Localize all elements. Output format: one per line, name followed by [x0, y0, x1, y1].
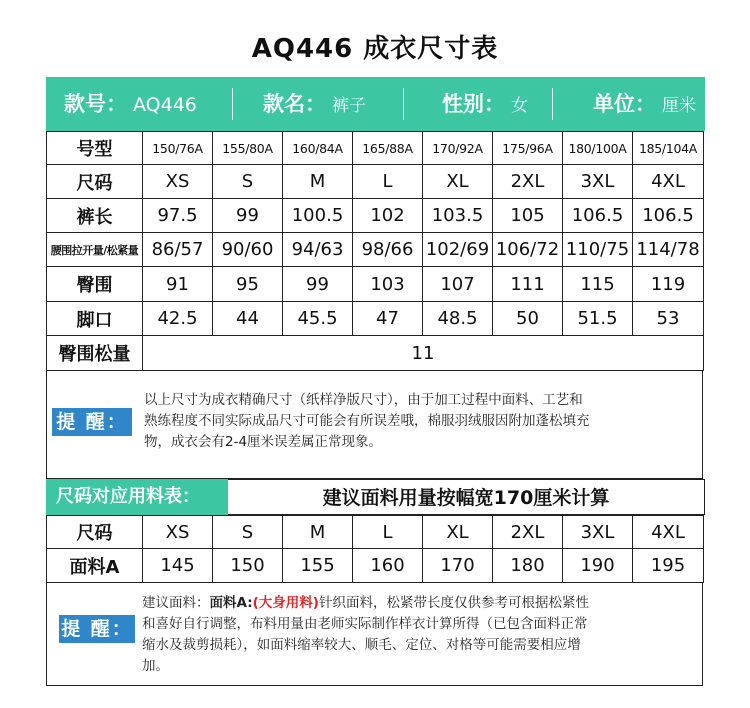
tip-line: 物，成衣会有2-4厘米误差属正常现象。	[144, 434, 383, 450]
waist-cell: 86/57	[143, 233, 213, 267]
waist-cell: 106/72	[493, 233, 563, 267]
spec-cell: 150/76A	[143, 132, 213, 165]
gender-value: 女	[511, 96, 528, 116]
row-label-size: 尺码	[47, 165, 143, 199]
pants-length-cell: 102	[353, 199, 423, 233]
size-table	[46, 131, 704, 371]
hip-ease-row	[47, 336, 704, 371]
fabric-size-cell: 4XL	[633, 516, 704, 549]
style-name-value: 裤子	[332, 96, 366, 116]
style-name	[233, 77, 403, 131]
fabric-size-cell: L	[353, 516, 423, 549]
size-cell: 2XL	[493, 165, 563, 199]
waist-cell: 98/66	[353, 233, 423, 267]
pants-length-cell: 106.5	[563, 199, 633, 233]
row-label-waist: 腰围拉开量/松紧量	[47, 233, 143, 267]
hem-cell: 51.5	[563, 302, 633, 336]
size-cell: S	[213, 165, 283, 199]
fabric-size-cell: S	[213, 516, 283, 549]
size-cell: L	[353, 165, 423, 199]
unit-label: 单位：	[593, 92, 656, 116]
hem-cell: 42.5	[143, 302, 213, 336]
row-label-hip: 臀围	[47, 267, 143, 302]
fabric-a-cell: 170	[423, 549, 493, 583]
style-number-value: AQ446	[133, 94, 197, 116]
tip-line: 加。	[142, 658, 169, 674]
unit-value: 厘米	[662, 96, 696, 116]
unit	[553, 77, 705, 131]
tip-badge: 提 醒：	[59, 615, 135, 643]
row-label-pants-length: 裤长	[47, 199, 143, 233]
tip-prefix: 建议面料：	[142, 595, 210, 611]
size-cell: XS	[143, 165, 213, 199]
hem-cell: 50	[493, 302, 563, 336]
pants-length-cell: 105	[493, 199, 563, 233]
fabric-a-cell: 195	[633, 549, 704, 583]
tip-badge: 提 醒：	[52, 408, 132, 436]
hem-cell: 48.5	[423, 302, 493, 336]
hip-cell: 107	[423, 267, 493, 302]
size-cell: XL	[423, 165, 493, 199]
spec-cell: 185/104A	[633, 132, 704, 165]
size-cell: M	[283, 165, 353, 199]
fabric-section-band	[46, 479, 705, 515]
tip-line: 和喜好自行调整，布料用量由老师实际制作样衣计算所得（已包含面料正常	[142, 616, 588, 632]
fabric-a-cell: 150	[213, 549, 283, 583]
tip-box-fabric	[46, 583, 703, 686]
pants-length-cell: 100.5	[283, 199, 353, 233]
tip-line: 缩水及裁剪损耗），如面料缩率较大、顺毛、定位、对格等可能需要相应增	[142, 637, 581, 653]
hip-cell: 111	[493, 267, 563, 302]
tip-highlight: (大身用料)	[252, 595, 319, 611]
spec-cell: 165/88A	[353, 132, 423, 165]
tip-line: 以上尺寸为成衣精确尺寸（纸样净版尺寸），由于加工过程中面料、工艺和	[144, 392, 583, 408]
fabric-size-cell: 3XL	[563, 516, 633, 549]
tip-line: 熟练程度不同实际成品尺寸可能会有所误差哦，棉服羽绒服因附加蓬松填充	[144, 413, 590, 429]
waist-cell: 94/63	[283, 233, 353, 267]
page-title: AQ446 成衣尺寸表	[251, 34, 499, 64]
row-label-fabric-a: 面料A	[47, 549, 143, 583]
size-cell: 3XL	[563, 165, 633, 199]
fabric-a-cell: 160	[353, 549, 423, 583]
row-label-size: 尺码	[47, 516, 143, 549]
fabric-width-note: 建议面料用量按幅宽170厘米计算	[228, 479, 705, 515]
hip-cell: 103	[353, 267, 423, 302]
hem-cell: 44	[213, 302, 283, 336]
hem-cell: 53	[633, 302, 704, 336]
hem-cell: 45.5	[283, 302, 353, 336]
fabric-a-cell: 180	[493, 549, 563, 583]
pants-length-cell: 106.5	[633, 199, 704, 233]
fabric-a-cell: 155	[283, 549, 353, 583]
fabric-section-label: 尺码对应用料表：	[46, 479, 228, 515]
waist-cell: 90/60	[213, 233, 283, 267]
spec-cell: 160/84A	[283, 132, 353, 165]
tip-rest: 针织面料，松紧带长度仅供参考可根据松紧性	[318, 595, 589, 611]
hip-cell: 115	[563, 267, 633, 302]
hip-cell: 99	[283, 267, 353, 302]
fabric-a-row	[47, 549, 704, 583]
fabric-size-cell: XS	[143, 516, 213, 549]
hip-cell: 91	[143, 267, 213, 302]
fabric-a-cell: 190	[563, 549, 633, 583]
gender	[404, 77, 552, 131]
waist-cell: 102/69	[423, 233, 493, 267]
fabric-table	[46, 515, 704, 583]
pants-length-cell: 99	[213, 199, 283, 233]
tip-fabric-a: 面料A:	[209, 595, 253, 611]
pants-length-row	[47, 199, 704, 233]
hem-cell: 47	[353, 302, 423, 336]
spec-row	[47, 132, 704, 165]
fabric-tip-text	[142, 593, 589, 677]
fabric-size-cell: M	[283, 516, 353, 549]
size-cell: 4XL	[633, 165, 704, 199]
tip-box-sizes	[46, 370, 703, 479]
hip-ease-cell: 11	[143, 336, 704, 371]
size-row	[47, 165, 704, 199]
fabric-a-cell: 145	[143, 549, 213, 583]
hem-row	[47, 302, 704, 336]
header-band	[46, 77, 705, 131]
tip-line	[142, 593, 589, 614]
spec-cell: 170/92A	[423, 132, 493, 165]
spec-cell: 155/80A	[213, 132, 283, 165]
spec-cell: 175/96A	[493, 132, 563, 165]
spec-cell: 180/100A	[563, 132, 633, 165]
fabric-size-cell: 2XL	[493, 516, 563, 549]
hip-row	[47, 267, 704, 302]
gender-label: 性别：	[442, 92, 505, 116]
waist-row	[47, 233, 704, 267]
style-number-label: 款号：	[64, 92, 127, 116]
fabric-size-cell: XL	[423, 516, 493, 549]
row-label-spec: 号型	[47, 132, 143, 165]
pants-length-cell: 103.5	[423, 199, 493, 233]
waist-cell: 110/75	[563, 233, 633, 267]
tip-text	[144, 390, 590, 453]
row-label-hem: 脚口	[47, 302, 143, 336]
waist-cell: 114/78	[633, 233, 704, 267]
fabric-size-row	[47, 516, 704, 549]
hip-cell: 119	[633, 267, 704, 302]
row-label-hip-ease: 臀围松量	[47, 336, 143, 371]
pants-length-cell: 97.5	[143, 199, 213, 233]
hip-cell: 95	[213, 267, 283, 302]
style-number	[46, 77, 232, 131]
style-name-label: 款名：	[263, 92, 326, 116]
